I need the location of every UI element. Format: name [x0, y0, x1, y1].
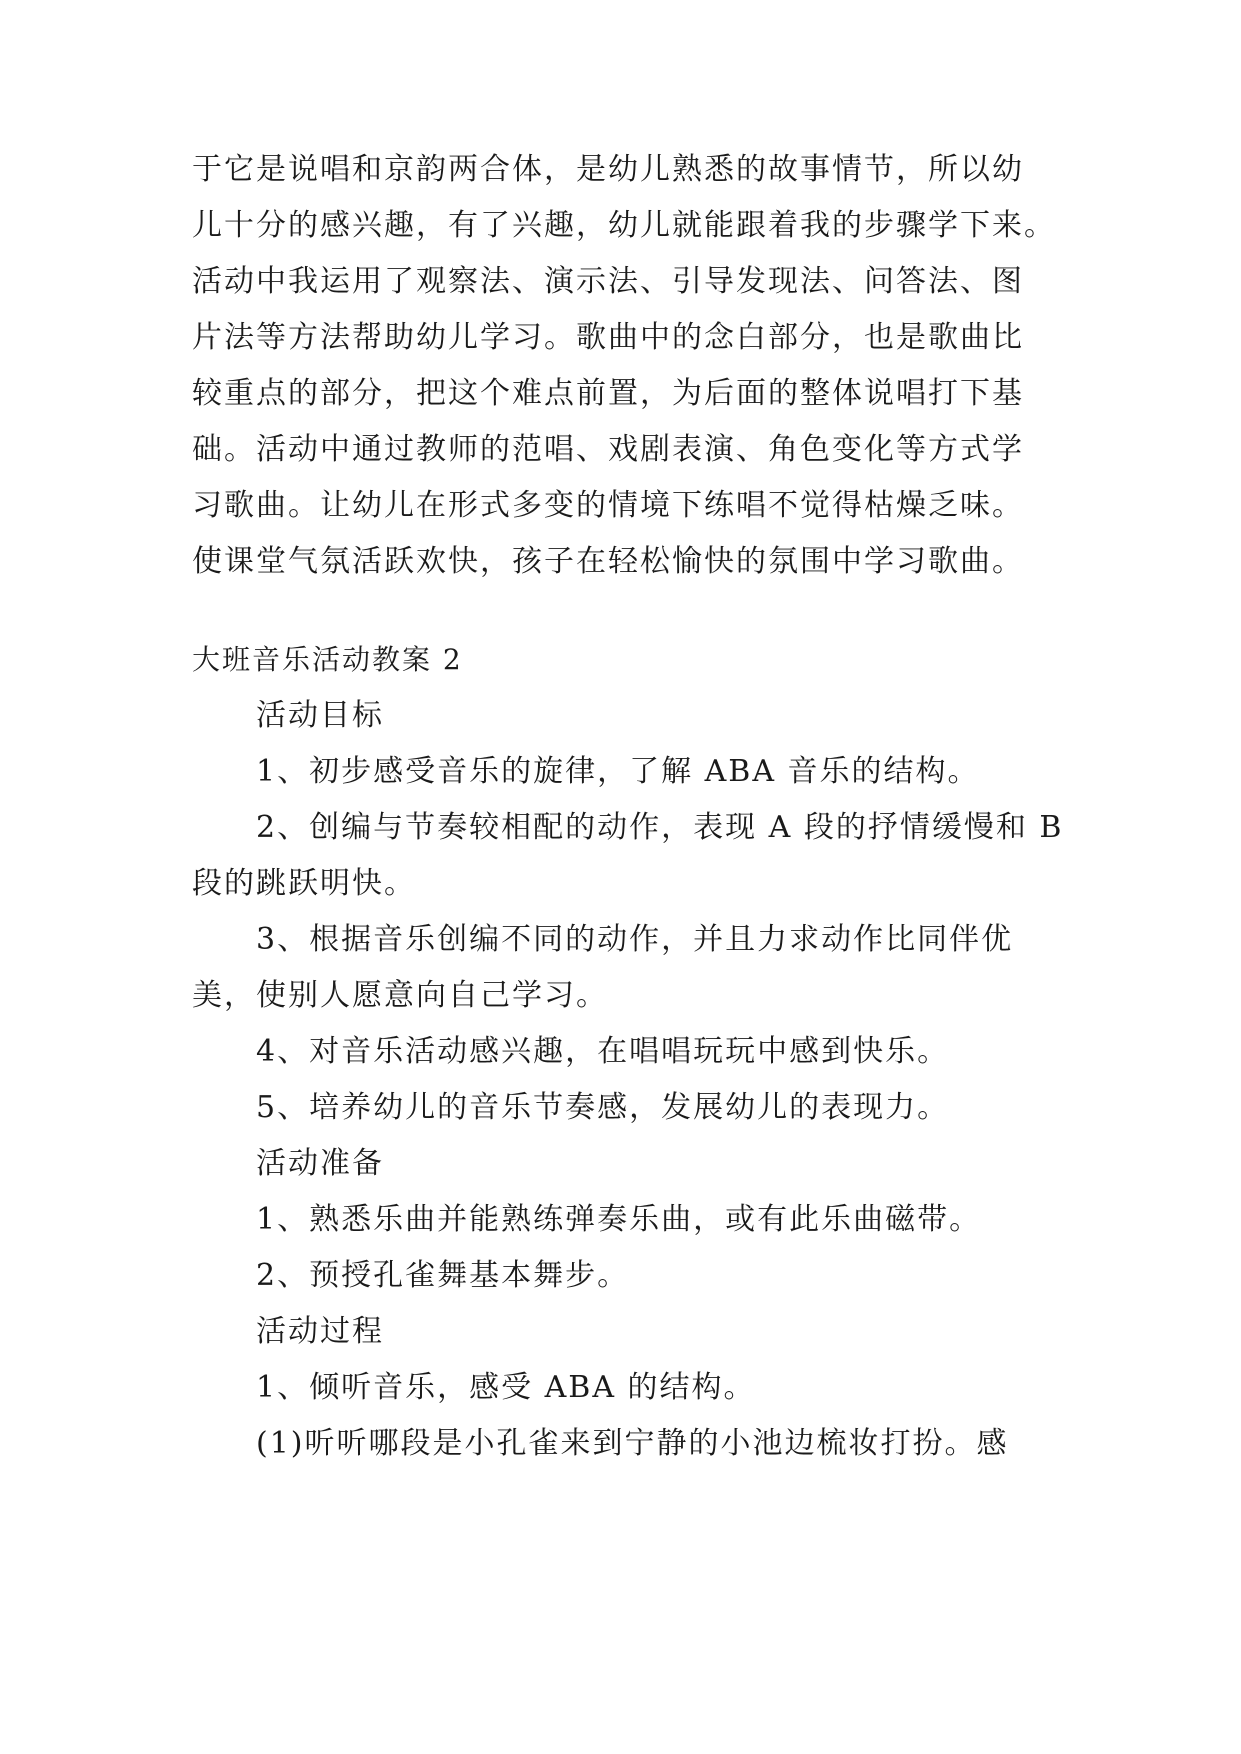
intro-line-3: 活动中我运用了观察法、演示法、引导发现法、问答法、图	[192, 264, 1024, 299]
intro-line-4: 片法等方法帮助幼儿学习。歌曲中的念白部分，也是歌曲比	[192, 320, 1024, 355]
prep-item-1: 1、熟悉乐曲并能熟练弹奏乐曲，或有此乐曲磁带。	[256, 1202, 982, 1237]
intro-line-6: 础。活动中通过教师的范唱、戏剧表演、角色变化等方式学	[192, 432, 1024, 467]
process-item-1-sub-1: (1)听听哪段是小孔雀来到宁静的小池边梳妆打扮。感	[256, 1426, 1009, 1461]
goals-heading: 活动目标	[256, 698, 384, 733]
goal-item-4: 4、对音乐活动感兴趣，在唱唱玩玩中感到快乐。	[256, 1034, 950, 1069]
prep-heading: 活动准备	[256, 1146, 384, 1181]
goal-item-1: 1、初步感受音乐的旋律，了解 ABA 音乐的结构。	[256, 754, 980, 789]
intro-line-1: 于它是说唱和京韵两合体，是幼儿熟悉的故事情节，所以幼	[192, 152, 1024, 187]
goal-item-3-line-2: 美，使别人愿意向自己学习。	[192, 978, 608, 1013]
process-item-1: 1、倾听音乐，感受 ABA 的结构。	[256, 1370, 756, 1405]
intro-line-2: 儿十分的感兴趣，有了兴趣，幼儿就能跟着我的步骤学下来。	[192, 208, 1056, 243]
process-heading: 活动过程	[256, 1314, 384, 1349]
goal-item-5: 5、培养幼儿的音乐节奏感，发展幼儿的表现力。	[256, 1090, 950, 1125]
goal-item-2-line-2: 段的跳跃明快。	[192, 866, 416, 901]
intro-line-7: 习歌曲。让幼儿在形式多变的情境下练唱不觉得枯燥乏味。	[192, 488, 1024, 523]
section-title: 大班音乐活动教案 2	[192, 643, 463, 676]
intro-line-8: 使课堂气氛活跃欢快，孩子在轻松愉快的氛围中学习歌曲。	[192, 544, 1024, 579]
goal-item-3-line-1: 3、根据音乐创编不同的动作，并且力求动作比同伴优	[256, 922, 1014, 957]
goal-item-2-line-1: 2、创编与节奏较相配的动作，表现 A 段的抒情缓慢和 B	[256, 810, 1064, 845]
prep-item-2: 2、预授孔雀舞基本舞步。	[256, 1258, 630, 1293]
intro-line-5: 较重点的部分，把这个难点前置，为后面的整体说唱打下基	[192, 376, 1024, 411]
